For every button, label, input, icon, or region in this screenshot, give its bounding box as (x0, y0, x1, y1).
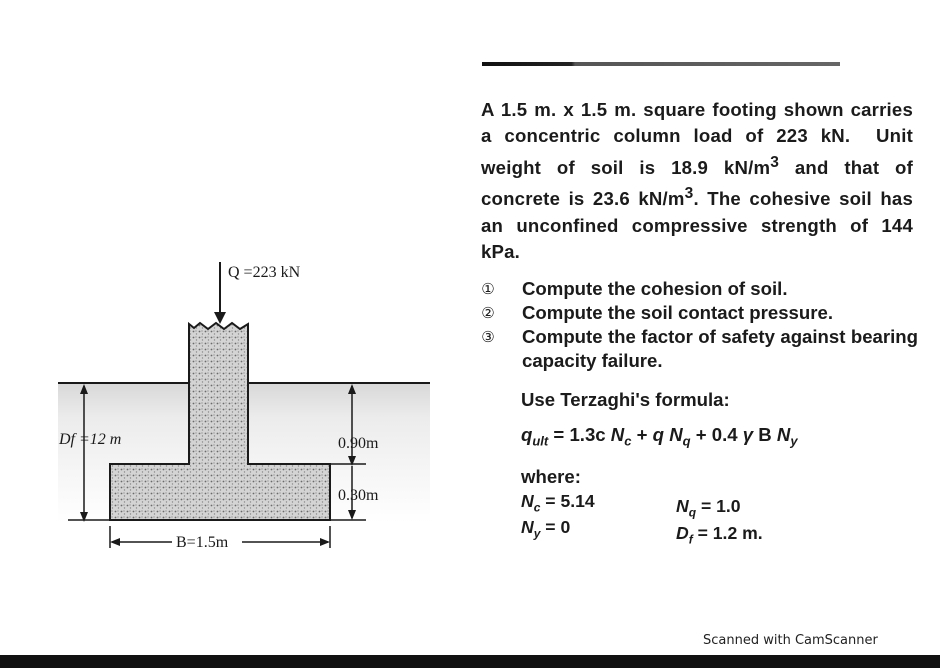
question-text: Compute the cohesion of soil. (522, 278, 788, 299)
question-item (478, 325, 918, 373)
question-text: Compute the factor of safety against bearing capacity failure. (522, 326, 918, 371)
thickness-label-lower: 0.30m (338, 487, 379, 504)
bottom-border (0, 655, 940, 668)
load-label: Q =223 kN (228, 264, 301, 281)
width-label: B=1.5m (176, 534, 229, 551)
formula-intro: Use Terzaghi's formula: (521, 389, 730, 410)
footing-figure (0, 0, 460, 600)
question-item (478, 301, 918, 325)
scanner-watermark: Scanned with CamScanner (703, 633, 878, 648)
b-arrow-left-icon (110, 538, 120, 546)
question-text: Compute the soil contact pressure. (522, 302, 833, 323)
ny-value: $N_y = 0$ (521, 517, 571, 541)
question-marker: ③ (481, 328, 495, 346)
question-marker: ① (481, 280, 495, 298)
question-marker: ② (481, 304, 495, 322)
problem-statement: A 1.5 m. x 1.5 m. square footing shown carries a concentric column load of 223 kN. Unit weight of soil is 18.9 $kN/m^3$ and that of concrete is 23.6 $kN/m^3$. The cohesive soil has an unconfined compressive strength of 144 kPa. (481, 99, 913, 263)
nc-value: $N_c = 5.14$ (521, 491, 595, 515)
nq-value: $N_q = 1.0$ (676, 496, 741, 520)
question-item (478, 277, 918, 301)
header-rule (482, 62, 840, 66)
where-label: where: (521, 466, 581, 487)
thickness-label-upper: 0.90m (338, 435, 379, 452)
terzaghi-formula: $q_{ult} = 1.3c$ $N_c + q$ $N_q + 0.4$ γ B $N_y$ (521, 424, 798, 449)
b-arrow-right-icon (320, 538, 330, 546)
question-list (478, 277, 918, 373)
df-label: Df =12 m (59, 431, 122, 448)
df-value: $D_f = 1.2$ m. (676, 523, 763, 547)
